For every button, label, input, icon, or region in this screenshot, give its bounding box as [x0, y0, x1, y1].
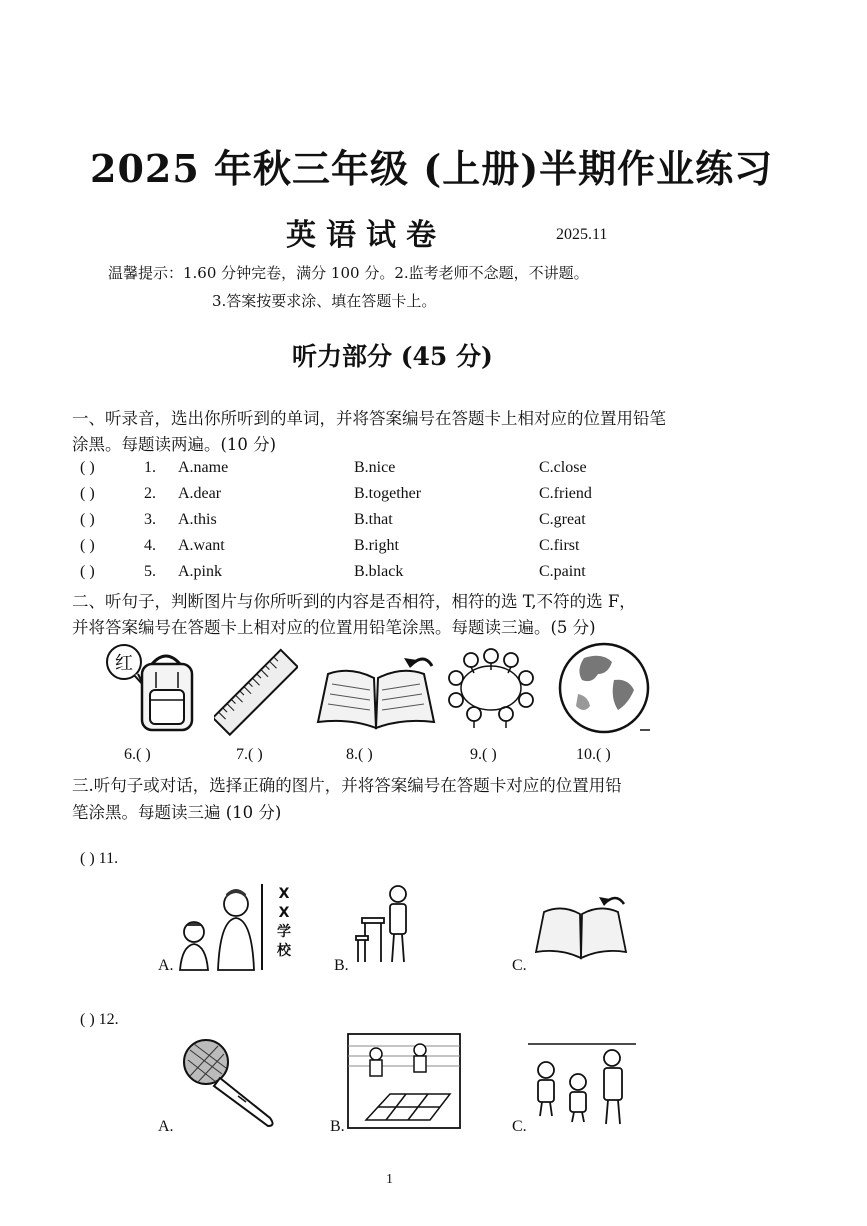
part1-instruction-2: 涂黑。每题读两遍。(10 分) [72, 435, 277, 454]
q12-option-b[interactable]: B. [330, 1118, 345, 1135]
question-12[interactable]: ( ) 12. [80, 1011, 119, 1028]
answer-bracket[interactable]: ( ) [80, 459, 95, 476]
question-number: 4. [144, 537, 156, 554]
page-number: 1 [386, 1172, 393, 1187]
exam-date: 2025.11 [556, 226, 608, 243]
part2-instruction-1: 二、听句子，判断图片与你所听到的内容是否相符，相符的选 T,不符的选 F， [72, 592, 636, 611]
question-number: 2. [144, 485, 156, 502]
exam-subtitle: 英语试卷 [286, 218, 446, 253]
answer-label-10[interactable]: 10.( ) [576, 746, 611, 763]
q12-option-c[interactable]: C. [512, 1118, 527, 1135]
student-desk-picture [352, 882, 416, 966]
answer-label-9[interactable]: 9.( ) [470, 746, 497, 763]
part1-instruction-1: 一、听录音，选出你所听到的单词，并将答案编号在答题卡上相对应的位置用铅笔 [72, 409, 666, 428]
option-a: A.dear [178, 485, 222, 502]
option-c: C.friend [539, 485, 592, 502]
option-b: B.black [354, 563, 404, 580]
ruler-picture [214, 648, 298, 738]
q11-option-c[interactable]: C. [512, 957, 527, 974]
question-number: 3. [144, 511, 156, 528]
q11-option-a[interactable]: A. [158, 957, 174, 974]
section-title: 听力部分 (45 分) [292, 342, 493, 371]
tip-line-2: 3.答案按要求涂、填在答题卡上。 [212, 292, 437, 310]
answer-bracket[interactable]: ( ) [80, 511, 95, 528]
option-b: B.nice [354, 459, 396, 476]
book-picture-small [532, 892, 630, 962]
bag-color-char: 红 [115, 653, 133, 674]
book-picture [314, 652, 440, 734]
option-a: A.name [178, 459, 229, 476]
backpack-picture [104, 642, 200, 736]
microphone-picture [180, 1036, 280, 1128]
option-a: A.pink [178, 563, 222, 580]
hopscotch-picture [346, 1032, 462, 1130]
option-b: B.right [354, 537, 399, 554]
three-students-picture [526, 1036, 638, 1128]
option-c: C.great [539, 511, 586, 528]
children-circle-picture [444, 646, 538, 730]
answer-label-6[interactable]: 6.( ) [124, 746, 151, 763]
option-b: B.together [354, 485, 422, 502]
answer-bracket[interactable]: ( ) [80, 485, 95, 502]
option-a: A.want [178, 537, 225, 554]
q11-option-b[interactable]: B. [334, 957, 349, 974]
part2-instruction-2: 并将答案编号在答题卡上相对应的位置用铅笔涂黑。每题读三遍。(5 分) [72, 618, 596, 637]
exam-title: 2025 年秋三年级 (上册)半期作业练习 [90, 146, 774, 191]
question-number: 1. [144, 459, 156, 476]
part3-instruction-2: 笔涂黑。每题读三遍 (10 分) [72, 803, 282, 822]
option-c: C.first [539, 537, 580, 554]
answer-label-7[interactable]: 7.( ) [236, 746, 263, 763]
option-c: C.paint [539, 563, 586, 580]
answer-label-8[interactable]: 8.( ) [346, 746, 373, 763]
option-b: B.that [354, 511, 393, 528]
school-sign: X X 学 校 [277, 886, 291, 959]
tip-line-1: 温馨提示：1.60 分钟完卷，满分 100 分。2.监考老师不念题，不讲题。 [108, 264, 589, 282]
part3-instruction-1: 三.听句子或对话，选择正确的图片，并将答案编号在答题卡对应的位置用铅 [72, 776, 622, 795]
question-11[interactable]: ( ) 11. [80, 850, 119, 867]
answer-bracket[interactable]: ( ) [80, 563, 95, 580]
question-number: 5. [144, 563, 156, 580]
option-c: C.close [539, 459, 587, 476]
globe-picture [558, 640, 654, 736]
option-a: A.this [178, 511, 217, 528]
q12-option-a[interactable]: A. [158, 1118, 174, 1135]
answer-bracket[interactable]: ( ) [80, 537, 95, 554]
